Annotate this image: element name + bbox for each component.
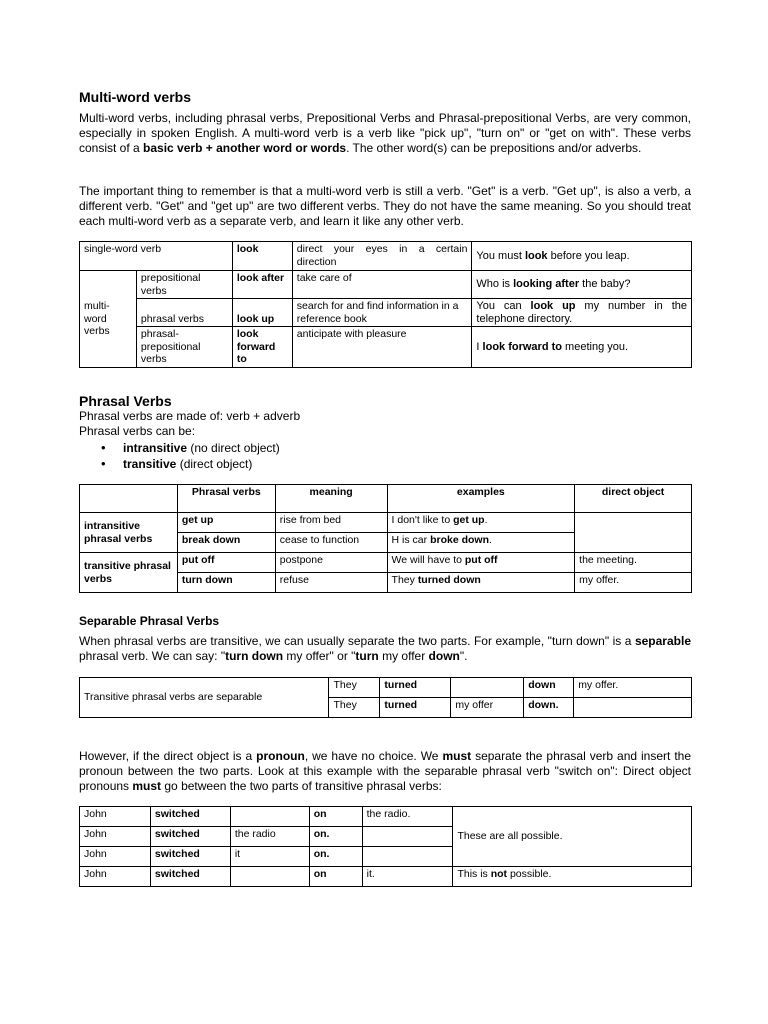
meaning: anticipate with pleasure <box>292 327 472 368</box>
example <box>387 533 575 553</box>
multi-word-verbs-label: multi-word verbs <box>80 271 137 368</box>
direct-object <box>575 513 692 553</box>
subject: John <box>80 867 151 887</box>
object <box>230 807 309 827</box>
particle: on <box>309 867 362 887</box>
bold-text: broke down <box>430 534 489 546</box>
bullet-bold: transitive <box>123 457 177 471</box>
verb: switched <box>150 827 230 847</box>
object <box>451 678 524 698</box>
bullet-text: (no direct object) <box>187 441 280 455</box>
example <box>472 327 692 368</box>
table-row <box>80 807 692 827</box>
bold-text: look <box>524 249 548 262</box>
text-run: my number in the telephone directory. <box>476 300 687 325</box>
bold-text: look forward to <box>482 340 562 353</box>
bold-text: get up <box>453 514 485 526</box>
phrasal-line-1: Phrasal verbs are made of: verb + adverb <box>79 409 301 423</box>
meaning: search for and find information in a reference book <box>292 299 472 327</box>
single-verb-example <box>472 242 692 271</box>
text-run: You must <box>476 249 525 262</box>
text-run: . The other word(s) can be prepositions and/or adverbs. <box>346 141 642 155</box>
verb-type: phrasal verbs <box>136 299 232 327</box>
bold-text: looking after <box>513 278 580 291</box>
object <box>230 867 309 887</box>
phrasal-verbs-table <box>79 484 692 593</box>
single-verb: look <box>232 242 292 271</box>
text-run: Multi-word verbs, including phrasal verbs, Prepositional Verbs and Phrasal-prepositional Verbs, are very common, especially in spoken English. A multi-word verb is a verb like "pick up", "turn on" or "get on with". These verbs consist of a <box>79 111 691 155</box>
column-header: meaning <box>275 485 387 513</box>
text-run: the baby? <box>579 278 631 291</box>
verb: turned <box>380 698 451 718</box>
text-run: However, if the direct object is a <box>79 749 257 763</box>
section-title-separable: Separable Phrasal Verbs <box>79 614 220 628</box>
end-object <box>362 827 453 847</box>
verb: look forward to <box>232 327 292 368</box>
bold-text: must <box>442 749 472 763</box>
meaning: take care of <box>292 271 472 299</box>
phrasal-verb: get up <box>177 513 275 533</box>
list-item <box>79 440 280 456</box>
verb: switched <box>150 867 230 887</box>
bold-text: must <box>132 779 162 793</box>
particle: on. <box>309 847 362 867</box>
text-run: . <box>484 514 488 526</box>
column-header: direct object <box>575 485 692 513</box>
text-run: before you leap. <box>547 249 630 262</box>
intro-paragraph-1 <box>79 111 691 156</box>
bold-text: separable <box>634 634 691 648</box>
example <box>387 553 575 573</box>
not-possible-note <box>453 867 692 887</box>
verb-type: phrasal-prepositional verbs <box>136 327 232 368</box>
phrasal-verb: put off <box>177 553 275 573</box>
object: it <box>230 847 309 867</box>
example <box>387 573 575 593</box>
text-run: H is car <box>391 534 431 546</box>
separable-label: Transitive phrasal verbs are separable <box>80 678 329 718</box>
end-object <box>574 698 692 718</box>
text-run: We will have to <box>391 554 465 566</box>
bold-text: pronoun <box>256 749 305 763</box>
text-run: phrasal verb. We can say: " <box>79 649 226 663</box>
table-row <box>80 299 692 327</box>
text-run: possible. <box>507 868 552 880</box>
header-empty <box>80 485 178 513</box>
text-run: Who is <box>476 278 514 291</box>
end-object: it. <box>362 867 453 887</box>
single-word-verb-label: single-word verb <box>80 242 233 271</box>
text-run: When phrasal verbs are transitive, we can usually separate the two parts. For example, "turn down" is a <box>79 634 635 648</box>
particle: on. <box>309 827 362 847</box>
section-title-multi-word-verbs: Multi-word verbs <box>79 89 192 105</box>
object: the radio <box>230 827 309 847</box>
separable-paragraph <box>79 634 691 664</box>
table-row <box>80 553 692 573</box>
bullet-text: (direct object) <box>176 457 253 471</box>
text-run: They <box>391 574 418 586</box>
verb: switched <box>150 807 230 827</box>
section-title-phrasal-verbs: Phrasal Verbs <box>79 393 172 409</box>
text-run: This is <box>457 868 491 880</box>
bold-text: turn down <box>225 649 284 663</box>
example <box>472 299 692 327</box>
meaning: cease to function <box>275 533 387 553</box>
bold-text: look up <box>530 300 576 312</box>
bold-text: basic verb + another word or words <box>143 141 347 155</box>
subject: They <box>329 698 380 718</box>
table-header-row <box>80 485 692 513</box>
object: my offer <box>451 698 524 718</box>
possible-note: These are all possible. <box>453 807 692 867</box>
subject: John <box>80 807 151 827</box>
phrasal-verb: break down <box>177 533 275 553</box>
meaning: rise from bed <box>275 513 387 533</box>
column-header: examples <box>387 485 575 513</box>
bullet-bold: intransitive <box>123 441 188 455</box>
particle: down <box>524 678 574 698</box>
intro-paragraph-2: The important thing to remember is that a multi-word verb is still a verb. "Get" is a verb. "Get up", is also a verb, a different verb. "Get" and "get up" are two different verbs. They do not have the same meaning. So you should treat each multi-word verb as a separate verb, and learn it like any other verb. <box>79 184 691 228</box>
verb: turned <box>380 678 451 698</box>
particle: on <box>309 807 362 827</box>
table-row <box>80 678 692 698</box>
phrasal-verb: turn down <box>177 573 275 593</box>
text-run: I don't like to <box>391 514 454 526</box>
table-row <box>80 867 692 887</box>
end-object: my offer. <box>574 678 692 698</box>
bold-text: down <box>428 649 460 663</box>
subject: They <box>329 678 380 698</box>
single-verb-meaning: direct your eyes in a certain direction <box>292 242 472 271</box>
direct-object: the meeting. <box>575 553 692 573</box>
group-label: intransitive phrasal verbs <box>80 513 178 553</box>
example <box>387 513 575 533</box>
bold-text: turn <box>355 649 379 663</box>
pronoun-paragraph <box>79 749 691 794</box>
direct-object: my offer. <box>575 573 692 593</box>
verb: switched <box>150 847 230 867</box>
phrasal-type-list <box>79 440 280 472</box>
text-run: my offer <box>378 649 429 663</box>
separable-table <box>79 677 692 718</box>
pronoun-table <box>79 806 692 887</box>
subject: John <box>80 847 151 867</box>
subject: John <box>80 827 151 847</box>
text-run: ". <box>459 649 468 663</box>
meaning: postpone <box>275 553 387 573</box>
phrasal-line-2: Phrasal verbs can be: <box>79 424 196 438</box>
verb: look after <box>232 271 292 299</box>
verb-type: prepositional verbs <box>136 271 232 299</box>
end-object <box>362 847 453 867</box>
bold-text: not <box>490 868 508 880</box>
list-item <box>79 456 280 472</box>
text-run: . <box>488 534 492 546</box>
table-row <box>80 242 692 271</box>
bold-text: turned down <box>417 574 481 586</box>
table-row <box>80 327 692 368</box>
multi-word-verb-table <box>79 241 692 368</box>
text-run: meeting you. <box>562 340 629 353</box>
table-row <box>80 271 692 299</box>
table-row <box>80 513 692 533</box>
column-header: Phrasal verbs <box>177 485 275 513</box>
verb: look up <box>232 299 292 327</box>
text-run: go between the two parts of transitive phrasal verbs: <box>161 779 442 793</box>
text-run: You can <box>476 300 531 312</box>
end-object: the radio. <box>362 807 453 827</box>
text-run: I <box>476 340 483 353</box>
text-run: separate the phrasal verb and insert the pronoun between the two parts. Look at this example with the separable phrasal verb "switch on": Direct object pronouns <box>79 749 691 793</box>
meaning: refuse <box>275 573 387 593</box>
group-label: transitive phrasal verbs <box>80 553 178 593</box>
text-run: , we have no choice. We <box>304 749 443 763</box>
particle: down. <box>524 698 574 718</box>
text-run: my offer" or " <box>283 649 356 663</box>
bold-text: put off <box>464 554 498 566</box>
example <box>472 271 692 299</box>
